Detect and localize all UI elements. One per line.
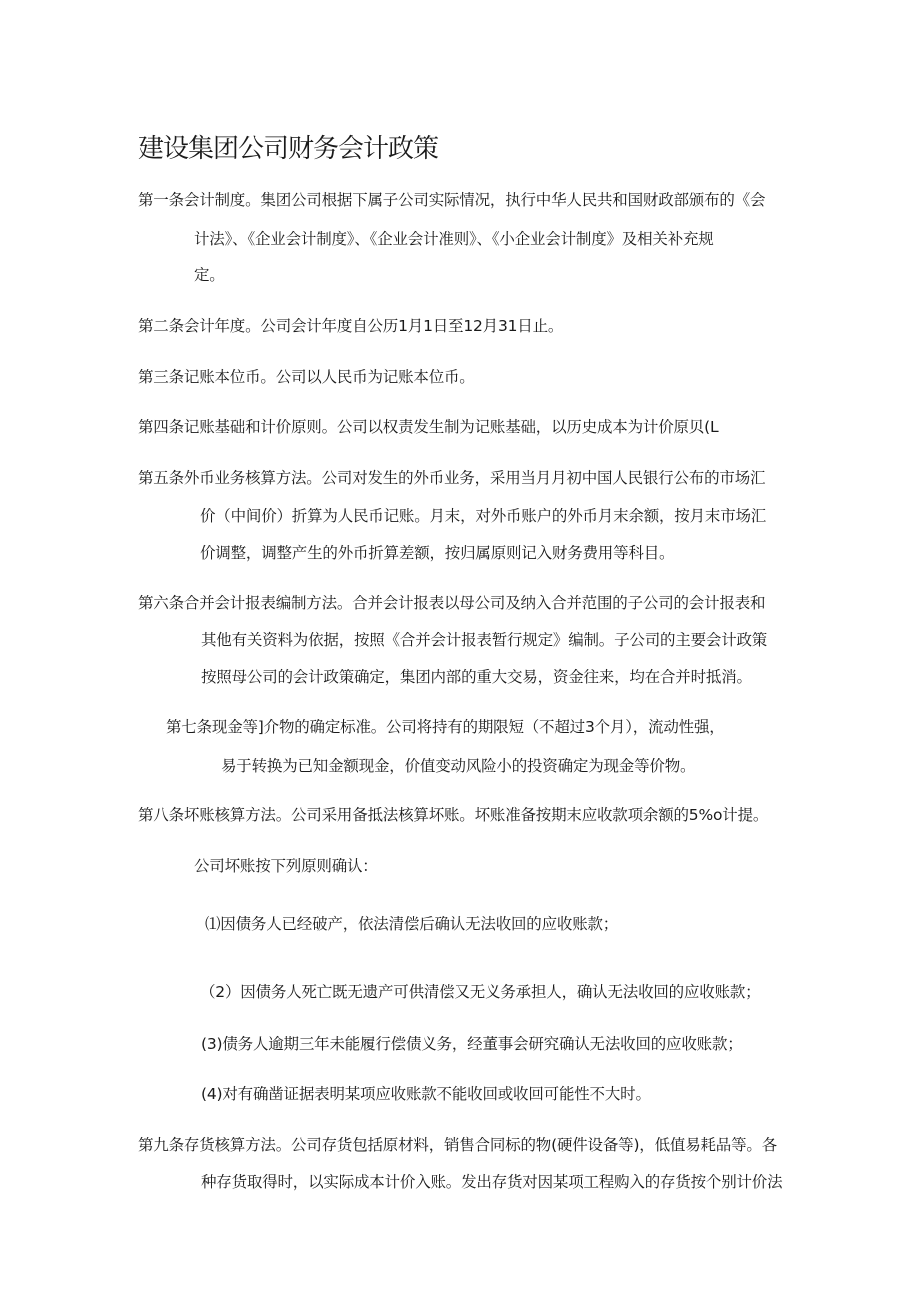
article-6-line-3: 按照母公司的会计政策确定，集团内部的重大交易，资金往来，均在合并时抵消。 <box>201 668 752 686</box>
bad-debt-item-4: (4)对有确凿证据表明某项应收账款不能收回或收回可能性不大时。 <box>201 1085 651 1103</box>
article-5-line-3: 价调整，调整产生的外币折算差额，按归属原则记入财务费用等科目。 <box>200 544 675 562</box>
article-8: 第八条坏账核算方法。公司采用备抵法核算坏账。坏账准备按期末应收款项余额的5%o计提。 <box>138 806 769 824</box>
article-2: 第二条会计年度。公司会计年度自公历1月1日至12月31日止。 <box>138 317 564 335</box>
bad-debt-intro: 公司坏账按下列原则确认： <box>194 857 378 875</box>
article-3: 第三条记账本位币。公司以人民币为记账本位币。 <box>138 368 475 386</box>
bad-debt-item-2: （2）因债务人死亡既无遗产可供清偿又无义务承担人，确认无法收回的应收账款； <box>200 983 761 1001</box>
bad-debt-item-3: (3)债务人逾期三年未能履行偿债义务，经董事会研究确认无法收回的应收账款； <box>201 1035 743 1053</box>
article-6-line-1: 第六条合并会计报表编制方法。合并会计报表以母公司及纳入合并范围的子公司的会计报表和 <box>138 594 766 612</box>
article-9-line-1: 第九条存货核算方法。公司存货包括原材料，销售合同标的物(硬件设备等)，低值易耗品等。各 <box>138 1136 777 1154</box>
article-4: 第四条记账基础和计价原则。公司以权责发生制为记账基础，以历史成本为计价原贝(L <box>138 418 719 436</box>
article-1-line-3: 定。 <box>194 266 225 284</box>
article-1-line-1: 第一条会计制度。集团公司根据下属子公司实际情况，执行中华人民共和国财政部颁布的《会 <box>138 191 766 209</box>
article-5-line-1: 第五条外币业务核算方法。公司对发生的外币业务，采用当月月初中国人民银行公布的市场汇 <box>138 469 766 487</box>
article-7-line-1: 第七条现金等]介物的确定标准。公司将持有的期限短（不超过3个月），流动性强， <box>166 718 725 736</box>
document-title: 建设集团公司财务会计政策 <box>138 134 439 164</box>
article-5-line-2: 价（中间价）折算为人民币记账。月末，对外币账户的外币月末余额，按月末市场汇 <box>200 507 767 525</box>
article-6-line-2: 其他有关资料为依据，按照《合并会计报表暂行规定》编制。子公司的主要会计政策 <box>201 631 768 649</box>
article-7-line-2: 易于转换为已知金额现金，价值变动风险小的投资确定为现金等价物。 <box>221 757 696 775</box>
bad-debt-item-1: ⑴因债务人已经破产，依法清偿后确认无法收回的应收账款； <box>205 915 619 933</box>
article-9-line-2: 种存货取得时，以实际成本计价入账。发出存货对因某项工程购入的存货按个别计价法 <box>201 1173 783 1191</box>
article-1-line-2: 计法》、《企业会计制度》、《企业会计准则》、《小企业会计制度》及相关补充规 <box>194 230 714 248</box>
